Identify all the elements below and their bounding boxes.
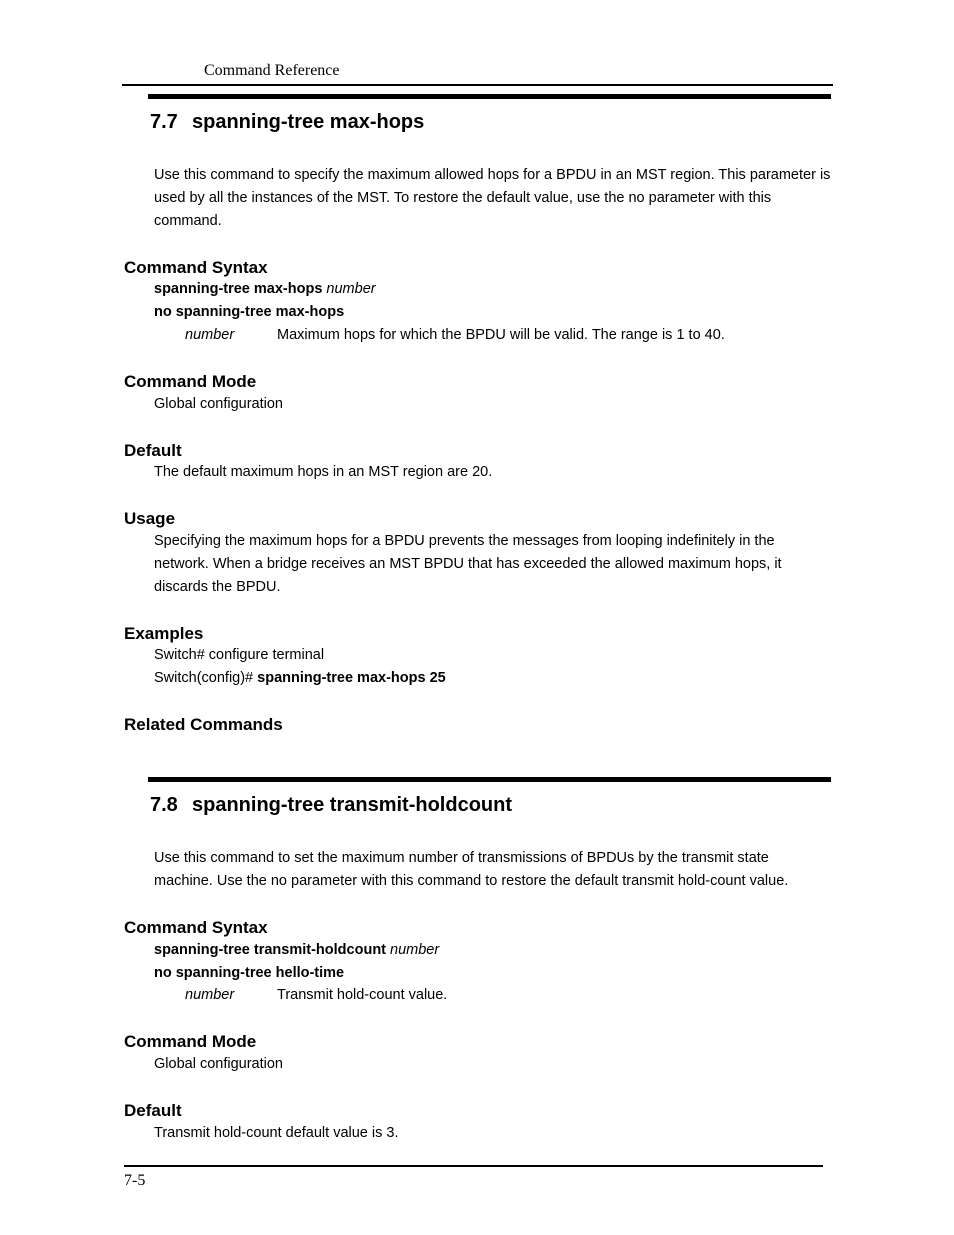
- syntax-line: [154, 281, 376, 297]
- page-number: 7-5: [124, 1172, 146, 1189]
- usage-text: Specifying the maximum hops for a BPDU prevents the messages from looping indefinitely in the network. When a bridge receives an MST BPDU that has exceeded the allowed maximum hops, it discards the BPDU.: [154, 533, 782, 595]
- example-command: spanning-tree max-hops 25: [257, 670, 446, 686]
- syntax-argument: number: [390, 942, 440, 958]
- footer-rule: [124, 1165, 823, 1167]
- mode-heading: Command Mode: [124, 1032, 257, 1051]
- section-divider: [148, 777, 831, 782]
- syntax-command: spanning-tree max-hops: [154, 281, 323, 297]
- section-number: 7.7: [150, 111, 178, 133]
- example-line: [154, 670, 446, 686]
- mode-value: Global configuration: [154, 396, 283, 412]
- param-name: number: [185, 987, 235, 1003]
- syntax-heading: Command Syntax: [124, 258, 268, 277]
- section-title: [150, 111, 424, 134]
- section-title-text: spanning-tree transmit-holdcount: [192, 794, 512, 816]
- default-value: Transmit hold-count default value is 3.: [154, 1125, 399, 1141]
- syntax-no-form: no spanning-tree hello-time: [154, 965, 345, 981]
- default-heading: Default: [124, 441, 182, 460]
- section-title-text: spanning-tree max-hops: [192, 111, 425, 133]
- header-rule: [122, 84, 833, 86]
- default-value: The default maximum hops in an MST region are 20.: [154, 464, 493, 480]
- section-intro: Use this command to set the maximum number of transmissions of BPDUs by the transmit state machine. Use the no parameter with this command to restore the default transmit hold-count value.: [154, 850, 789, 889]
- examples-heading: Examples: [124, 624, 204, 643]
- related-heading: Related Commands: [124, 715, 283, 734]
- syntax-line: [154, 942, 439, 958]
- default-heading: Default: [124, 1101, 182, 1120]
- mode-heading: Command Mode: [124, 372, 257, 391]
- example-prompt: Switch(config)#: [154, 670, 254, 686]
- section-divider: [148, 94, 831, 99]
- syntax-command: spanning-tree transmit-holdcount: [154, 942, 386, 958]
- param-name: number: [185, 327, 235, 343]
- syntax-no-form: no spanning-tree max-hops: [154, 304, 345, 320]
- param-description: Transmit hold-count value.: [277, 987, 448, 1003]
- param-description: Maximum hops for which the BPDU will be valid. The range is 1 to 40.: [277, 327, 725, 343]
- section-title: [150, 794, 512, 817]
- syntax-argument: number: [326, 281, 376, 297]
- section-number: 7.8: [150, 794, 178, 816]
- running-header: Command Reference: [204, 62, 340, 79]
- syntax-heading: Command Syntax: [124, 918, 268, 937]
- mode-value: Global configuration: [154, 1056, 283, 1072]
- section-intro: Use this command to specify the maximum allowed hops for a BPDU in an MST region. This parameter is used by all the instances of the MST. To restore the default value, use the no parameter with this command.: [154, 167, 831, 229]
- usage-heading: Usage: [124, 509, 176, 528]
- example-line: Switch# configure terminal: [154, 647, 325, 663]
